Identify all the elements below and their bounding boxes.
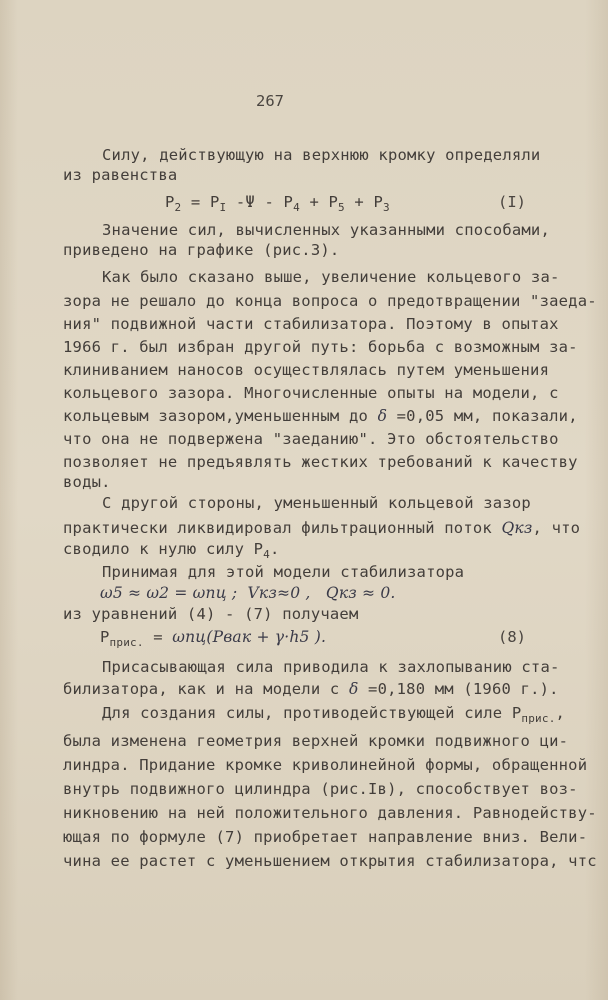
text-line: приведено на графике (рис.3).: [63, 241, 340, 259]
text-line: была изменена геометрия верхней кромки подвижного ци-: [63, 732, 569, 750]
text-line: никновению на ней положительного давления. Равнодейству-: [63, 804, 597, 822]
text-line: Для создания силы, противодействующей силе $P_{прис.}$,: [102, 704, 566, 725]
text-line: зора не решало до конца вопроса о предотвращении "заеда-: [63, 292, 597, 310]
text-line: Присасывающая сила приводила к захлопыванию ста-: [102, 658, 560, 676]
text-line: из равенства: [63, 166, 178, 184]
text-line: из уравнений (4) - (7) получаем: [63, 605, 359, 623]
text-line: Силу, действующую на верхнюю кромку определяли: [102, 146, 541, 164]
text-line: кольцевого зазора. Многочисленные опыты на модели, с: [63, 384, 559, 402]
equation-8: $P_{прис.}$ = ωпц(Pвак + γ·h5 ).: [100, 628, 327, 649]
text-line: билизатора, как и на модели с δ =0,180 мм (1960 г.).: [63, 680, 559, 698]
handwritten-conditions: ω5 ≈ ω2 = ωпц ; Vкз≈0 , Qкз ≈ 0.: [100, 584, 396, 602]
text-line: ния" подвижной части стабилизатора. Поэтому в опытах: [63, 315, 559, 333]
equation-8-number: (8): [498, 628, 526, 646]
text-line: позволяет не предъявлять жестких требований к качеству: [63, 453, 578, 471]
text-line: что она не подвержена "заеданию". Это обстоятельство: [63, 430, 559, 448]
text-line: Значение сил, вычисленных указанными способами,: [102, 221, 550, 239]
text-line: кольцевым зазором,уменьшенным до δ =0,05 мм, показали,: [63, 407, 578, 425]
text-line: Принимая для этой модели стабилизатора: [102, 563, 465, 581]
text-line: С другой стороны, уменьшенный кольцевой зазор: [102, 494, 531, 512]
text-line: Как было сказано выше, увеличение кольцевого за-: [102, 268, 560, 286]
text-line: практически ликвидировал фильтрационный поток Qкз, что: [63, 519, 581, 537]
equation-1: $P_2 = P_I$ $-\Psi - P_4 + P_5 + P_3$: [165, 193, 390, 214]
equation-1-number: (I): [498, 193, 526, 211]
text-line: линдра. Придание кромке криволинейной формы, обращенной: [63, 756, 588, 774]
text-line: воды.: [63, 473, 111, 491]
page-number: 267: [256, 92, 284, 110]
text-line: сводило к нулю силу $P_4$.: [63, 540, 280, 561]
text-line: ющая по формуле (7) приобретает направление вниз. Вели-: [63, 828, 588, 846]
text-line: чина ее растет с уменьшением открытия стабилизатора, чтс: [63, 852, 597, 870]
text-line: 1966 г. был избран другой путь: борьба с возможным за-: [63, 338, 578, 356]
text-line: клиниванием наносов осуществлялась путем уменьшения: [63, 361, 550, 379]
text-line: внутрь подвижного цилиндра (рис.Iв), способствует воз-: [63, 780, 578, 798]
